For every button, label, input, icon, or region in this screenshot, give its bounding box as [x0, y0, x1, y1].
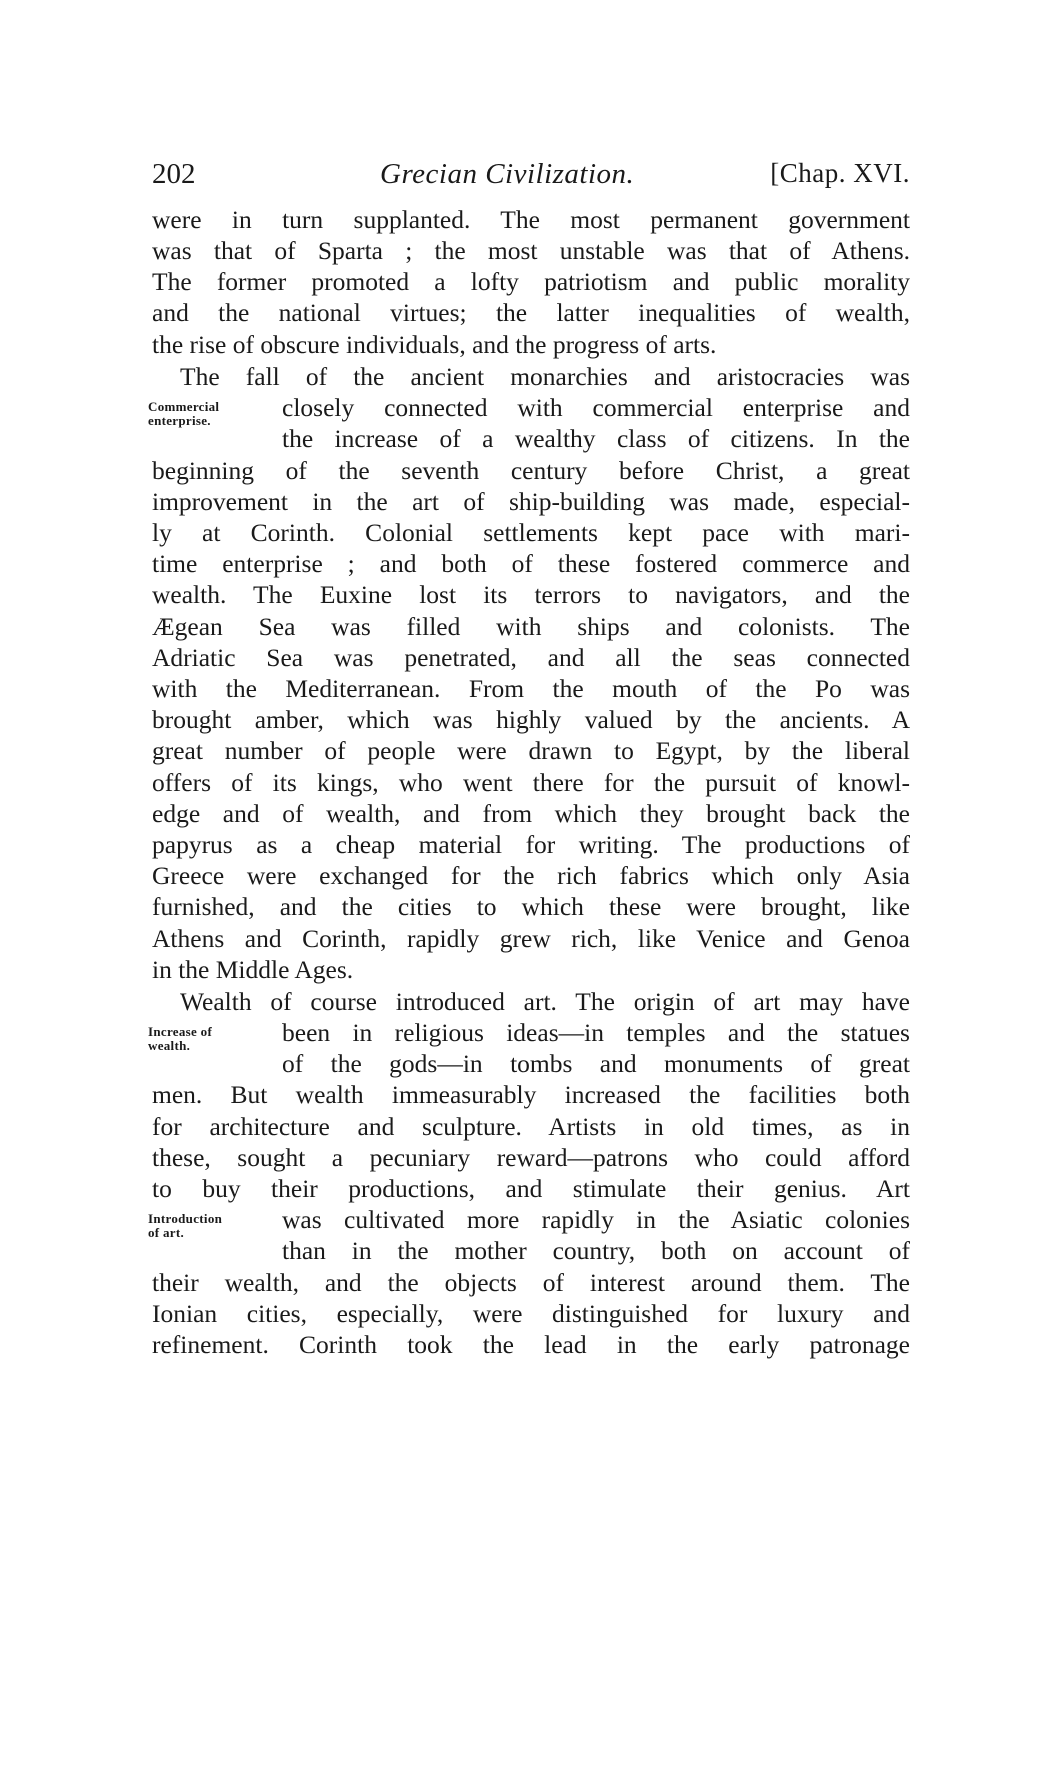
- side-note-line: Commercial: [148, 399, 220, 414]
- side-note-line: Increase of: [148, 1024, 213, 1039]
- side-note-line: of art.: [148, 1225, 185, 1240]
- text-line: and the national virtues; the latter inequalities of wealth,: [152, 298, 910, 327]
- text-line: to buy their productions, and stimulate their genius. Art: [152, 1174, 910, 1203]
- running-header: [152, 158, 910, 198]
- text-line: furnished, and the cities to which these were brought, like: [152, 892, 910, 921]
- text-line: brought amber, which was highly valued by the ancients. A: [152, 705, 910, 734]
- side-note-introduction-of-art: [148, 1212, 222, 1240]
- text-line: The former promoted a lofty patriotism and public morality: [152, 267, 910, 296]
- text-line: than in the mother country, both on account of: [282, 1236, 910, 1265]
- text-line: wealth. The Euxine lost its terrors to navigators, and the: [152, 580, 910, 609]
- text-line: men. But wealth immeasurably increased the facilities both: [152, 1080, 910, 1109]
- text-line: time enterprise ; and both of these fostered commerce and: [152, 549, 910, 578]
- text-line: Ægean Sea was filled with ships and colonists. The: [152, 612, 910, 641]
- text-line: refinement. Corinth took the lead in the early patronage: [152, 1330, 910, 1359]
- text-line: was that of Sparta ; the most unstable was that of Athens.: [152, 236, 910, 265]
- text-line: of the gods—in tombs and monuments of great: [282, 1049, 910, 1078]
- text-line: the rise of obscure individuals, and the progress of arts.: [152, 330, 717, 359]
- text-line: offers of its kings, who went there for the pursuit of knowl-: [152, 768, 910, 797]
- text-line: Athens and Corinth, rapidly grew rich, like Venice and Genoa: [152, 924, 910, 953]
- text-line: improvement in the art of ship-building was made, especial-: [152, 487, 910, 516]
- text-line: The fall of the ancient monarchies and aristocracies was: [180, 362, 910, 391]
- text-line: Ionian cities, especially, were distinguished for luxury and: [152, 1299, 910, 1328]
- text-line: in the Middle Ages.: [152, 955, 354, 984]
- text-line: beginning of the seventh century before Christ, a great: [152, 456, 910, 485]
- text-line: Greece were exchanged for the rich fabrics which only Asia: [152, 861, 910, 890]
- text-line: Adriatic Sea was penetrated, and all the seas connected: [152, 643, 910, 672]
- text-line: Wealth of course introduced art. The origin of art may have: [180, 987, 910, 1016]
- text-line: was cultivated more rapidly in the Asiatic colonies: [282, 1205, 910, 1234]
- side-note-line: Introduction: [148, 1211, 223, 1226]
- side-note-line: enterprise.: [148, 413, 211, 428]
- chapter-label: [Chap. XVI.: [770, 158, 910, 188]
- text-line: were in turn supplanted. The most permanent government: [152, 205, 910, 234]
- text-line: ly at Corinth. Colonial settlements kept pace with mari-: [152, 518, 910, 547]
- text-line: their wealth, and the objects of interest around them. The: [152, 1268, 910, 1297]
- page-number: 202: [152, 158, 196, 190]
- text-line: with the Mediterranean. From the mouth of the Po was: [152, 674, 910, 703]
- running-title: Grecian Civilization.: [380, 158, 635, 190]
- text-line: been in religious ideas—in temples and the statues: [282, 1018, 910, 1047]
- side-note-commercial-enterprise: [148, 400, 219, 428]
- text-line: papyrus as a cheap material for writing. The productions of: [152, 830, 910, 859]
- side-note-line: wealth.: [148, 1038, 191, 1053]
- side-note-increase-of-wealth: [148, 1025, 212, 1053]
- text-line: edge and of wealth, and from which they brought back the: [152, 799, 910, 828]
- text-line: great number of people were drawn to Egypt, by the liberal: [152, 736, 910, 765]
- text-line: closely connected with commercial enterprise and: [282, 393, 910, 422]
- text-line: the increase of a wealthy class of citizens. In the: [282, 424, 910, 453]
- text-line: these, sought a pecuniary reward—patrons who could afford: [152, 1143, 910, 1172]
- text-line: for architecture and sculpture. Artists in old times, as in: [152, 1112, 910, 1141]
